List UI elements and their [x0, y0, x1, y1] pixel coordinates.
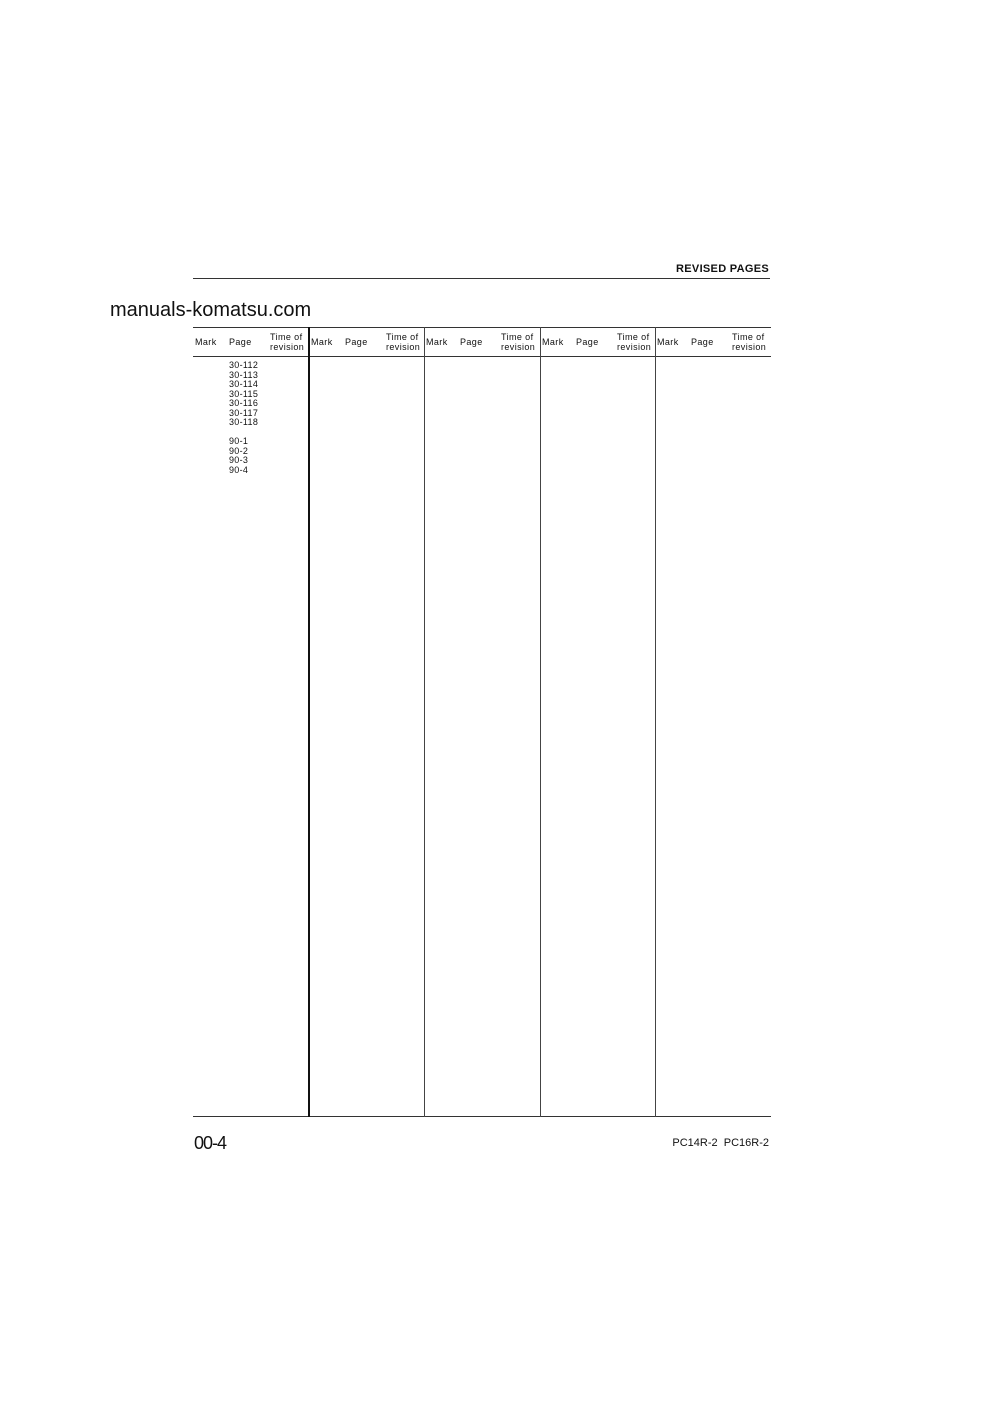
- model-name: PC14R-2 PC16R-2: [672, 1137, 769, 1149]
- table-header-rule: [193, 356, 771, 357]
- page-entry: 30-118: [229, 417, 259, 427]
- table-bottom-rule: [193, 1116, 771, 1117]
- column-divider: [655, 327, 656, 1117]
- page-entry: 30-113: [229, 369, 259, 380]
- header-time-of: Time of: [617, 332, 650, 342]
- header-revision: revision: [732, 342, 767, 352]
- header-mark: Mark: [195, 337, 217, 347]
- page-entry: 30-115: [229, 388, 259, 399]
- header-mark: Mark: [311, 337, 333, 347]
- header-revision: revision: [617, 342, 652, 352]
- page-entry: 90-3: [229, 455, 249, 465]
- column-divider: [424, 327, 425, 1117]
- header-page: Page: [345, 337, 368, 347]
- header-time-of: Time of: [732, 332, 765, 342]
- header-page: Page: [691, 337, 714, 347]
- header-page: Page: [229, 337, 252, 347]
- page-entry: 90-4: [229, 464, 249, 475]
- header-revision: revision: [501, 342, 536, 352]
- page-title: REVISED PAGES: [676, 263, 769, 275]
- table-top-rule: [193, 327, 771, 328]
- header-time-of: Time of: [501, 332, 534, 342]
- page-number: 00-4: [194, 1133, 227, 1153]
- column-divider: [308, 327, 310, 1117]
- page-entry: 30-114: [229, 379, 259, 389]
- header-page: Page: [460, 337, 483, 347]
- page-entry: 90-2: [229, 445, 249, 456]
- column-divider: [540, 327, 541, 1117]
- page-entry: 30-117: [229, 407, 259, 418]
- page-entry: 30-112: [229, 360, 259, 370]
- header-page: Page: [576, 337, 599, 347]
- watermark: manuals-komatsu.com: [110, 299, 312, 321]
- page-entry: 30-116: [229, 398, 259, 408]
- header-time-of: Time of: [386, 332, 419, 342]
- header-time-of: Time of: [270, 332, 303, 342]
- page-entry: 90-1: [229, 436, 249, 446]
- header-revision: revision: [386, 342, 421, 352]
- header-mark: Mark: [542, 337, 564, 347]
- header-revision: revision: [270, 342, 305, 352]
- header-mark: Mark: [657, 337, 679, 347]
- header-rule: [193, 278, 770, 279]
- header-mark: Mark: [426, 337, 448, 347]
